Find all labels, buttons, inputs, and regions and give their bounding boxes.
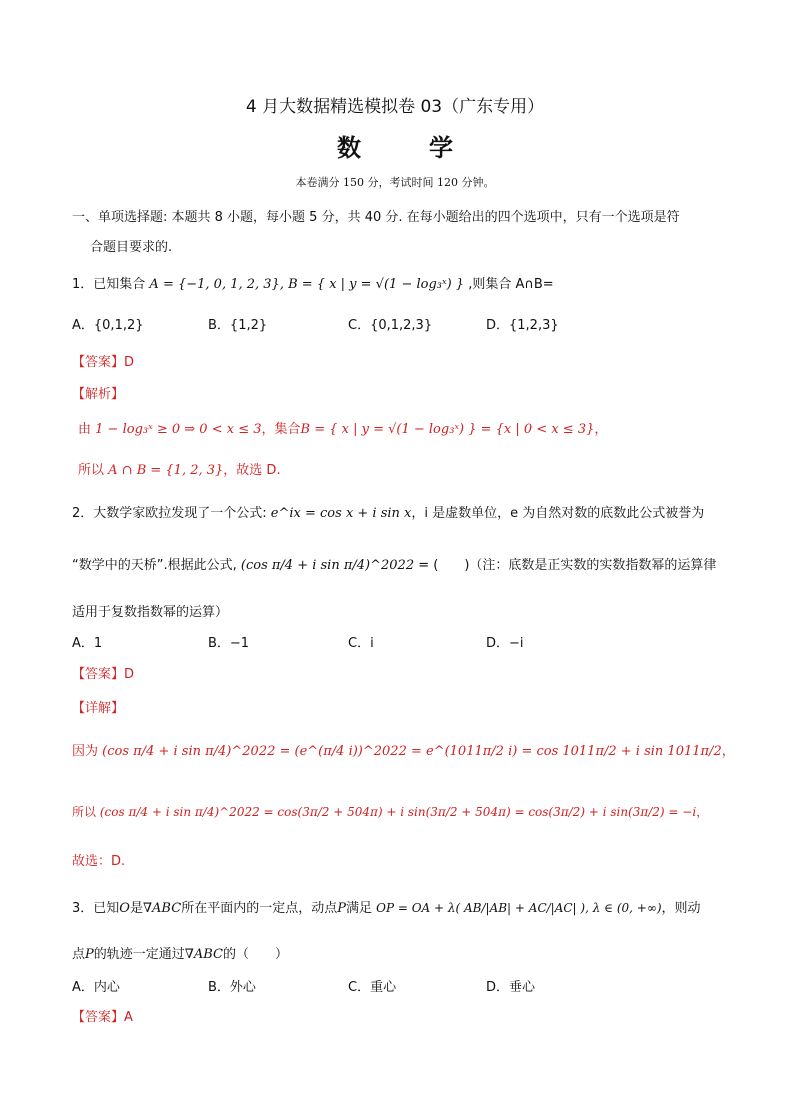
q2-text: ，i 是虚数单位，e 为自然对数的底数此公式被誉为 <box>411 506 705 521</box>
q2-detail-text: ， <box>696 805 709 819</box>
q1-answer: 【答案】D <box>72 355 135 370</box>
q2-expression: (cos π/4 + i sin π/4)^2022 <box>240 558 415 573</box>
q3-point-p: P <box>85 947 94 962</box>
q3-option-c: C．重心 <box>348 980 397 995</box>
q3-point-o: O <box>119 901 130 916</box>
q2-detail-text: 所以 <box>72 805 97 819</box>
question-1-stem <box>72 273 554 292</box>
section-heading-cont: 合题目要求的. <box>90 240 173 255</box>
q2-answer: 【答案】D <box>72 667 135 682</box>
subject-title: 数 学 <box>337 134 475 162</box>
q1-analysis-label: 【解析】 <box>72 387 125 402</box>
q1-analysis-math: A ∩ B = {1, 2, 3} <box>108 463 224 478</box>
q1-option-b: B．{1,2} <box>208 318 268 333</box>
q2-text: = ( )（注：底数是正实数的实数指数幂的运算律 <box>418 558 717 573</box>
q3-option-b: B．外心 <box>208 980 256 995</box>
question-2-line3: 适用于复数指数幂的运算） <box>72 605 229 620</box>
q2-detail-line2 <box>72 803 708 820</box>
q1-option-c: C．{0,1,2,3} <box>348 318 433 333</box>
q2-text: 2．大数学家欧拉发现了一个公式: <box>72 506 267 521</box>
q2-option-d: D．−i <box>486 636 524 651</box>
q3-vector-equation: OP = OA + λ( AB/|AB| + AC/|AC| ), λ ∈ (0, +∞) <box>376 901 662 915</box>
section-heading: 一、单项选择题: 本题共 8 小题，每小题 5 分，共 40 分. 在每小题给出的四个选项中，只有一个选项是符 <box>72 210 680 225</box>
exam-note: 本卷满分 150 分，考试时间 120 分钟。 <box>295 176 495 189</box>
question-3-line2 <box>72 943 288 962</box>
q3-text: 是 <box>129 901 143 916</box>
q1-suffix: ,则集合 A∩B= <box>468 277 554 292</box>
q1-set-b: , B = { x | y = √(1 − log₃ˣ) } <box>279 277 465 292</box>
q1-analysis-math: B = { x | y = √(1 − log₃ˣ) } = {x | 0 < x ≤ 3} <box>300 422 595 437</box>
q2-euler-formula: e^ix = cos x + i sin x <box>270 506 412 521</box>
q3-point-p: P <box>337 901 346 916</box>
q3-option-a: A．内心 <box>72 980 120 995</box>
q1-analysis-text: 所以 <box>78 463 105 478</box>
q1-option-a: A．{0,1,2} <box>72 318 144 333</box>
q1-prefix: 1．已知集合 <box>72 277 146 292</box>
q3-triangle: ∇ABC <box>142 901 182 916</box>
q1-analysis-math: 1 − log₃ˣ ≥ 0 ⇒ 0 < x ≤ 3 <box>95 422 262 437</box>
q2-detail-line1 <box>72 740 735 759</box>
q3-option-d: D．垂心 <box>486 980 536 995</box>
q2-detail-label: 【详解】 <box>72 701 125 716</box>
question-2-line1 <box>72 502 704 521</box>
q1-set-a: A = {−1, 0, 1, 2, 3} <box>149 277 280 292</box>
q2-option-a: A．1 <box>72 636 103 651</box>
q1-analysis-text: 由 <box>78 422 92 437</box>
q2-detail-text: 因为 <box>72 744 99 759</box>
q2-option-b: B．−1 <box>208 636 250 651</box>
q2-detail-math: (cos π/4 + i sin π/4)^2022 = cos(3π/2 + 504π) + i sin(3π/2 + 504π) = cos(3π/2) + i sin(3π/2) = −i <box>99 805 697 819</box>
q1-analysis-line2 <box>78 459 281 478</box>
q1-analysis-line1 <box>78 418 607 437</box>
q3-text: 的轨迹一定通过 <box>93 947 185 962</box>
q3-text: 满足 <box>345 901 372 916</box>
q1-analysis-text: ，集合 <box>261 422 301 437</box>
q1-option-d: D．{1,2,3} <box>486 318 559 333</box>
q1-analysis-text: ， <box>594 422 608 437</box>
q3-text: 点 <box>72 947 86 962</box>
q2-option-c: C．i <box>348 636 374 651</box>
q3-text: 的（ ） <box>223 947 289 962</box>
q2-detail-text: ， <box>721 744 735 759</box>
question-2-line2 <box>72 554 716 573</box>
exam-title: 4 月大数据精选模拟卷 03（广东专用） <box>245 97 545 117</box>
question-3-line1 <box>72 897 701 916</box>
q3-triangle: ∇ABC <box>184 947 223 962</box>
q3-answer: 【答案】A <box>72 1010 133 1025</box>
q2-text: “数学中的天桥”.根据此公式, <box>72 558 237 573</box>
q3-text: ，则动 <box>661 901 701 916</box>
q3-text: 3．已知 <box>72 901 120 916</box>
q1-analysis-text: ，故选 D. <box>223 463 281 478</box>
q2-conclusion: 故选：D. <box>72 854 126 869</box>
q2-detail-math: (cos π/4 + i sin π/4)^2022 = (e^(π/4 i))^2022 = e^(1011π/2 i) = cos 1011π/2 + i sin 1011π/2 <box>102 744 722 759</box>
q3-text: 所在平面内的一定点，动点 <box>181 901 338 916</box>
